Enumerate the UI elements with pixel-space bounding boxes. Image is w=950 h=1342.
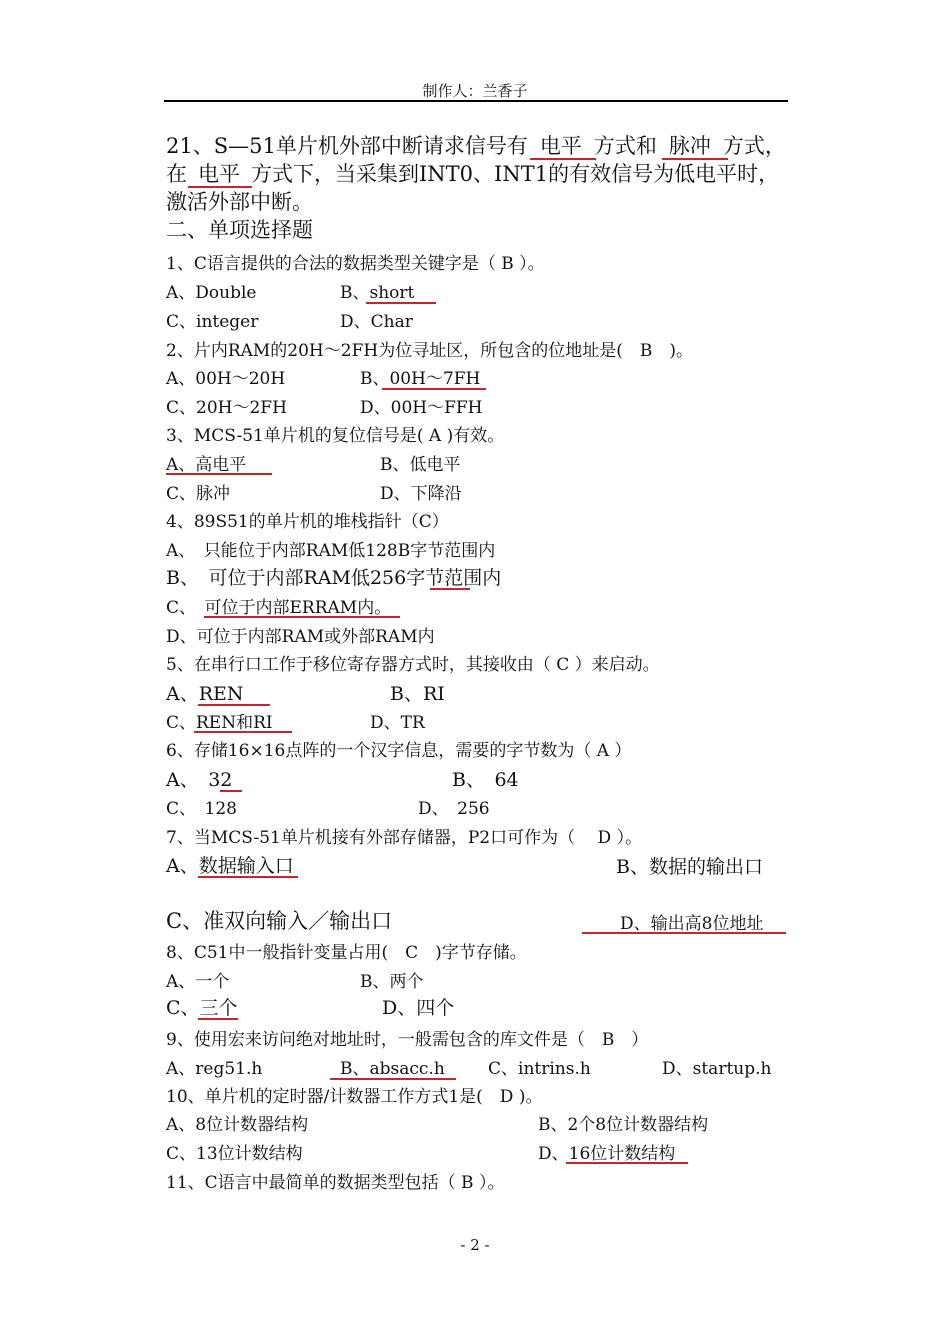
question-stem: 11、C语言中最简单的数据类型包括（ B ）。: [166, 1173, 505, 1193]
q21-answer-1: 电平: [539, 134, 582, 158]
q21-line2: [166, 161, 779, 187]
option-a: A、8位计数器结构: [166, 1115, 309, 1135]
underline: [188, 186, 252, 188]
question-stem: 10、单片机的定时器/计数器工作方式1是( D )。: [166, 1087, 543, 1107]
option-a: A、数据输入口: [166, 855, 294, 877]
option-b: B、RI: [390, 683, 445, 705]
section-title: 二、单项选择题: [166, 218, 313, 242]
option-b: B、short: [340, 283, 415, 303]
option-a: A、 32: [166, 769, 233, 791]
question-stem: 8、C51中一般指针变量占用( C )字节存储。: [166, 943, 527, 963]
page-header: 制作人：兰香子: [422, 82, 528, 100]
option-b: B、absacc.h: [340, 1059, 445, 1079]
option-a: A、高电平: [166, 455, 247, 475]
option-b: B、 可位于内部RAM低256字节范围内: [166, 567, 502, 589]
question-stem: 7、当MCS-51单片机接有外部存储器，P2口可作为（ D ）。: [166, 828, 643, 848]
option-c: C、intrins.h: [488, 1059, 591, 1079]
underline: [366, 302, 436, 304]
option-c: C、20H～2FH: [166, 398, 287, 418]
header-rule: [164, 100, 788, 102]
option-b: B、数据的输出口: [616, 856, 763, 878]
option-c: C、准双向输入／输出口: [166, 909, 393, 933]
option-c: C、REN和RI: [166, 713, 273, 733]
q21-text-d: 在: [166, 162, 187, 186]
question-stem: 5、在串行口工作于移位寄存器方式时，其接收由（ C ）来启动。: [166, 655, 660, 675]
option-c: C、 可位于内部ERRAM内。: [166, 598, 392, 618]
option-b: B、00H～7FH: [360, 369, 481, 389]
question-stem: 6、存储16×16点阵的一个汉字信息，需要的字节数为（ A ）: [166, 741, 632, 761]
underline: [198, 704, 270, 706]
option-b: B、2个8位计数器结构: [538, 1115, 709, 1135]
question-stem: 3、MCS-51单片机的复位信号是( A )有效。: [166, 426, 505, 446]
underline: [204, 616, 400, 618]
question-stem: 9、使用宏来访问绝对地址时，一般需包含的库文件是（ B ）: [166, 1030, 649, 1050]
option-c: C、三个: [166, 997, 238, 1019]
option-a: A、Double: [166, 283, 257, 303]
question-stem: 1、C语言提供的合法的数据类型关键字是（ B ）。: [166, 254, 545, 274]
option-c: C、 128: [166, 799, 237, 819]
option-c: C、13位计数结构: [166, 1144, 303, 1164]
option-d: D、00H～FFH: [360, 398, 483, 418]
option-d: D、四个: [382, 997, 455, 1019]
option-a: A、一个: [166, 972, 230, 992]
q21-text-b: 方式和: [593, 134, 657, 158]
underline: [194, 731, 292, 733]
option-d: D、TR: [370, 713, 425, 733]
option-d: D、startup.h: [662, 1059, 772, 1079]
option-c: C、脉冲: [166, 484, 231, 504]
underline: [330, 1078, 456, 1080]
underline: [566, 1162, 688, 1164]
option-b: B、两个: [360, 972, 424, 992]
option-d: D、16位计数结构: [538, 1144, 676, 1164]
option-d: D、下降沿: [380, 484, 462, 504]
q21-answer-2: 脉冲: [668, 134, 711, 158]
option-b: B、 64: [452, 769, 519, 791]
underline: [430, 588, 470, 590]
q21-text-e: 方式下，当采集到INT0、INT1的有效信号为低电平时，: [251, 162, 780, 186]
option-b: B、低电平: [380, 455, 461, 475]
underline: [198, 876, 298, 878]
underline: [662, 158, 728, 160]
underline: [220, 790, 242, 792]
underline: [382, 388, 486, 390]
option-a: A、reg51.h: [166, 1059, 263, 1079]
underline: [530, 158, 596, 160]
underline: [582, 932, 786, 934]
underline: [198, 1018, 238, 1020]
page-number: - 2 -: [460, 1236, 490, 1254]
q21-line1: [166, 133, 786, 159]
option-a: A、 只能位于内部RAM低128B字节范围内: [166, 541, 496, 561]
q21-answer-3: 电平: [198, 162, 240, 186]
option-c: C、integer: [166, 312, 259, 332]
option-d: D、输出高8位地址: [620, 914, 764, 934]
question-stem: 2、片内RAM的20H～2FH为位寻址区，所包含的位地址是( B )。: [166, 341, 693, 361]
underline: [166, 473, 272, 475]
q21-text-a: 21、S—51单片机外部中断请求信号有: [166, 134, 528, 158]
option-d: D、可位于内部RAM或外部RAM内: [166, 627, 435, 647]
option-a: A、00H～20H: [166, 369, 286, 389]
q21-text-c: 方式，: [722, 134, 786, 158]
option-d: D、Char: [340, 312, 413, 332]
option-b-wrapped: [616, 854, 766, 880]
q21-line3: 激活外部中断。: [166, 190, 313, 214]
question-stem: 4、89S51的单片机的堆栈指针（C）: [166, 512, 449, 532]
option-a: A、REN: [166, 683, 244, 705]
option-d: D、 256: [418, 799, 490, 819]
